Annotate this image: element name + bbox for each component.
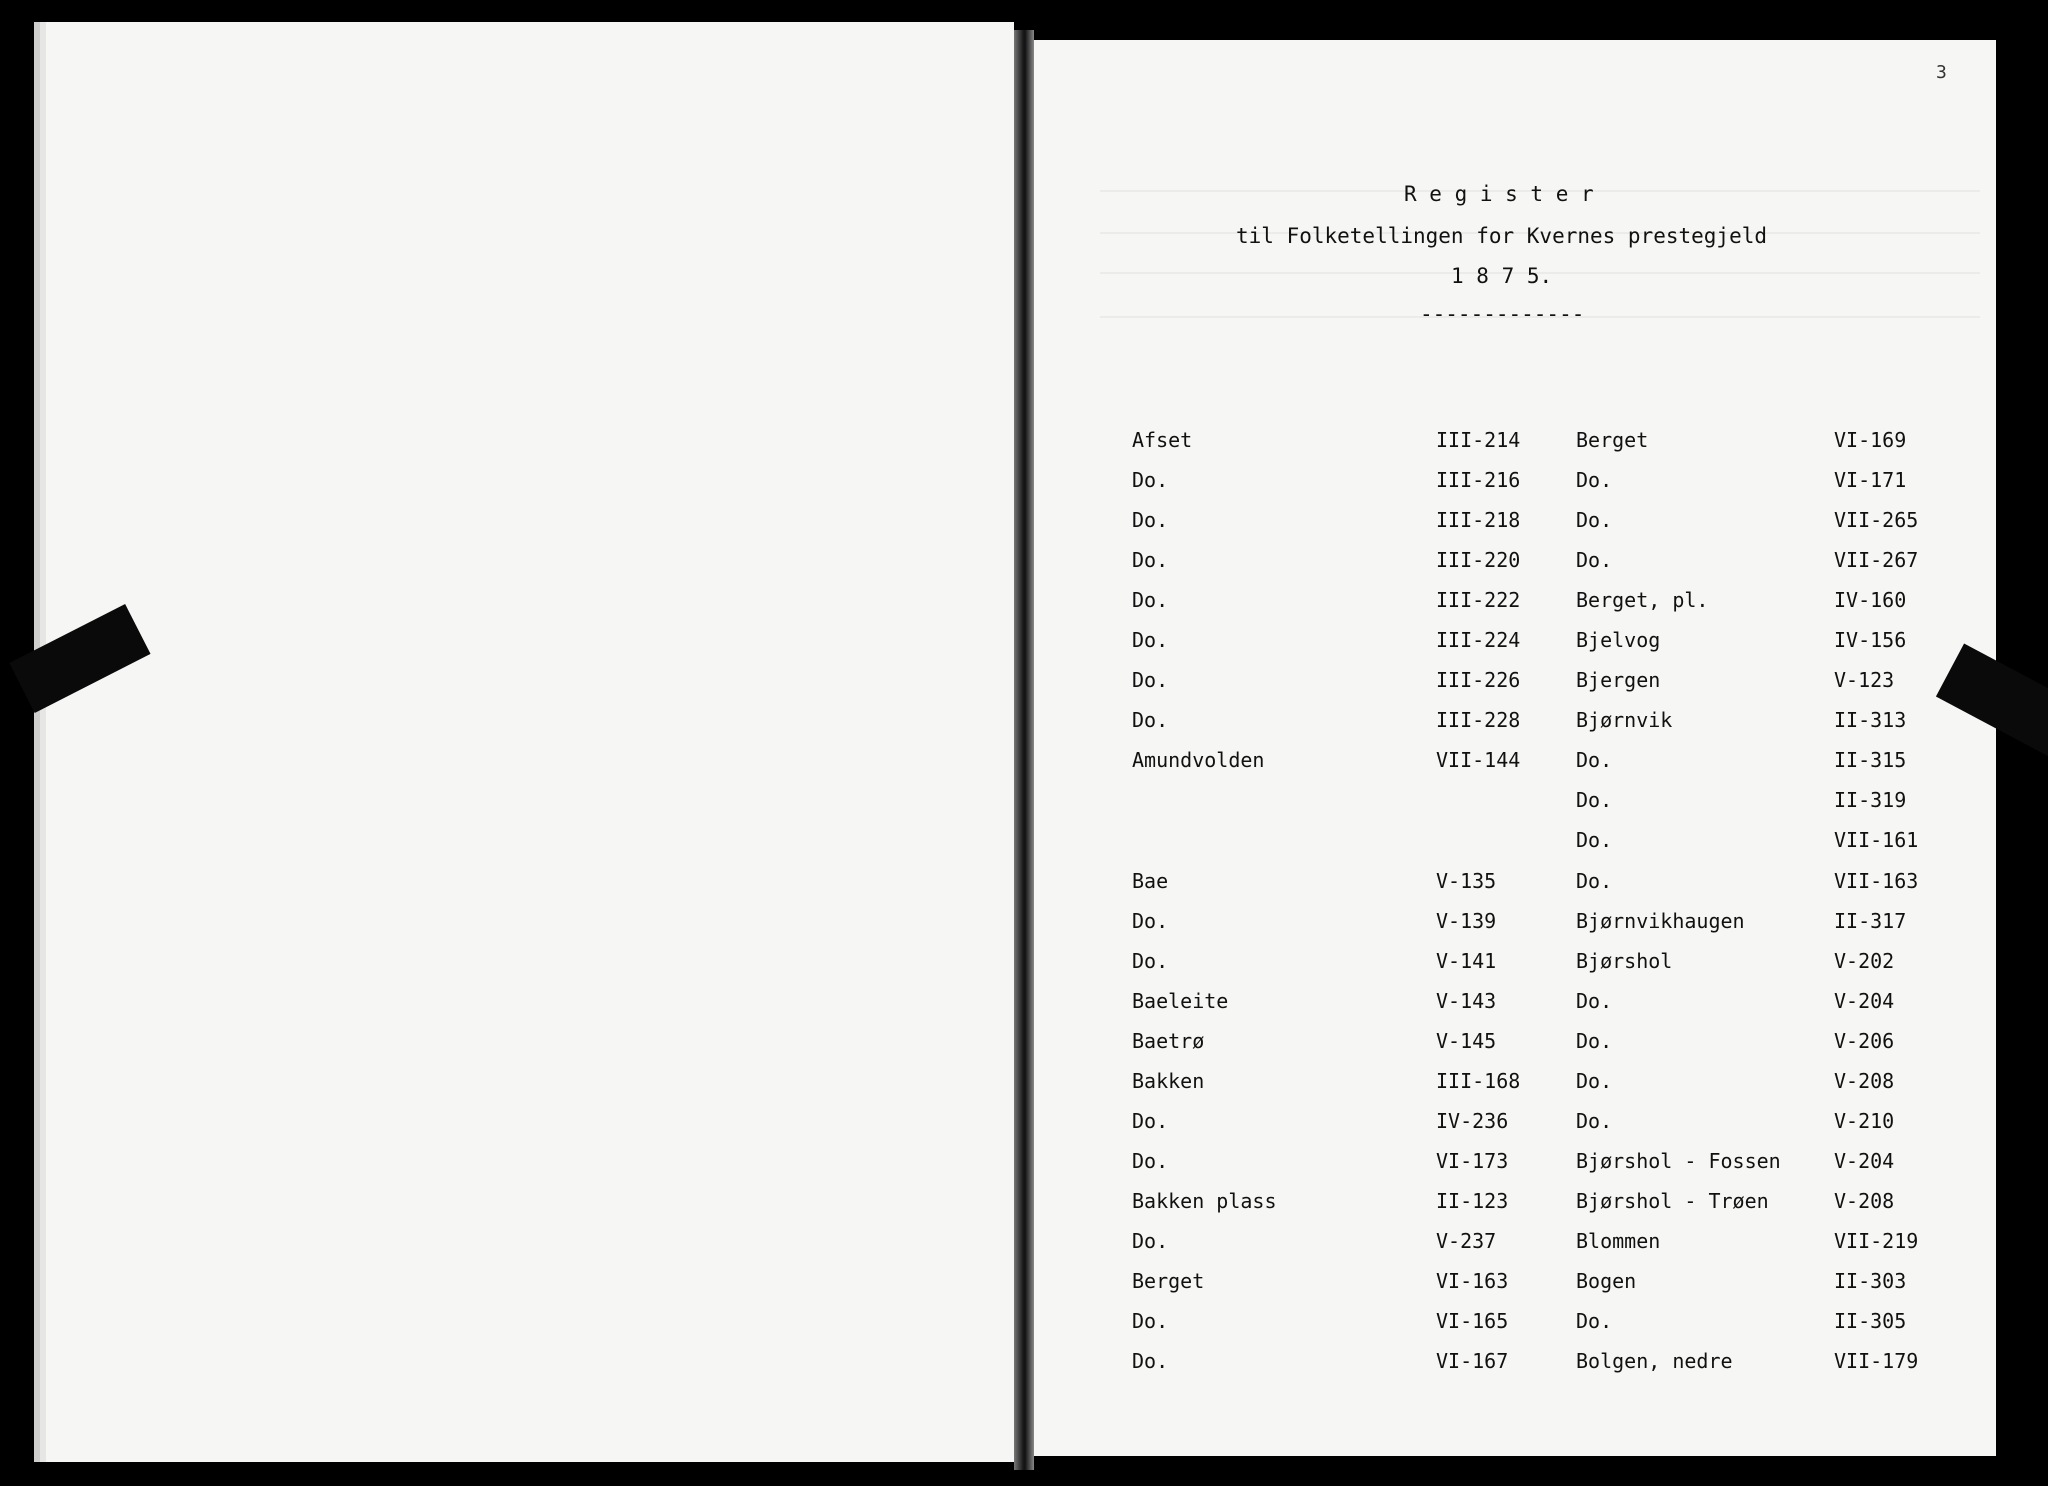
farm-name: Bjørnvik [1576,708,1673,733]
volume-page-reference: V-210 [1834,1108,1895,1133]
volume-page-reference: VI-167 [1436,1349,1509,1374]
volume-page-reference: V-204 [1834,1148,1895,1173]
farm-name: Do. [1132,1349,1169,1374]
volume-page-reference: III-224 [1436,628,1521,653]
farm-name: Do. [1576,868,1613,893]
title-underline: ------------- [1420,302,1585,326]
volume-page-reference: VII-161 [1834,828,1919,853]
register-title: R e g i s t e r [1404,182,1594,206]
volume-page-reference: V-145 [1436,1028,1497,1053]
volume-page-reference: II-315 [1834,748,1907,773]
farm-name: Do. [1576,1309,1613,1334]
farm-name: Do. [1132,1309,1169,1334]
farm-name: Do. [1576,548,1613,573]
register-subtitle: til Folketellingen for Kvernes prestegjeld [1236,224,1768,248]
farm-name: Bjørnvikhaugen [1576,908,1745,933]
farm-name: Do. [1132,548,1169,573]
left-page-blank [46,22,1014,1462]
farm-name: Bolgen, nedre [1576,1349,1733,1374]
volume-page-reference: III-216 [1436,468,1521,493]
farm-name: Bae [1132,868,1169,893]
farm-name: Baetrø [1132,1028,1205,1053]
volume-page-reference: V-206 [1834,1028,1895,1053]
farm-name: Do. [1132,1228,1169,1253]
volume-page-reference: V-139 [1436,908,1497,933]
farm-name: Berget, pl. [1576,588,1709,613]
volume-page-reference: II-305 [1834,1309,1907,1334]
volume-page-reference: III-222 [1436,588,1521,613]
volume-page-reference: VII-265 [1834,508,1919,533]
volume-page-reference: VI-171 [1834,468,1907,493]
farm-name: Do. [1576,1028,1613,1053]
volume-page-reference: III-228 [1436,708,1521,733]
farm-name: Do. [1132,508,1169,533]
farm-name: Do. [1576,508,1613,533]
volume-page-reference: VI-173 [1436,1148,1509,1173]
farm-name: Bogen [1576,1268,1637,1293]
farm-name: Do. [1576,828,1613,853]
farm-name: Do. [1132,708,1169,733]
farm-name: Berget [1576,428,1649,452]
book-spine [1014,30,1034,1470]
farm-name: Blommen [1576,1228,1661,1253]
volume-page-reference: V-123 [1834,668,1895,693]
volume-page-reference: II-313 [1834,708,1907,733]
volume-page-reference: IV-156 [1834,628,1907,653]
volume-page-reference: VII-144 [1436,748,1521,773]
farm-name: Do. [1132,668,1169,693]
volume-page-reference: VI-163 [1436,1268,1509,1293]
farm-name: Bjørshol [1576,948,1673,973]
volume-page-reference: V-237 [1436,1228,1497,1253]
volume-page-reference: IV-160 [1834,588,1907,613]
farm-name: Do. [1132,1108,1169,1133]
volume-page-reference: V-143 [1436,988,1497,1013]
farm-name: Bjørshol - Trøen [1576,1188,1769,1213]
volume-page-reference: VII-179 [1834,1349,1919,1374]
farm-name: Do. [1576,788,1613,813]
farm-name: Amundvolden [1132,748,1265,773]
census-year: 1 8 7 5. [1451,264,1553,288]
volume-page-reference: VII-219 [1834,1228,1919,1253]
farm-name: Do. [1576,748,1613,773]
volume-page-reference: V-202 [1834,948,1895,973]
volume-page-reference: V-204 [1834,988,1895,1013]
volume-page-reference: V-208 [1834,1188,1895,1213]
farm-name: Bakken [1132,1068,1205,1093]
volume-page-reference: V-208 [1834,1068,1895,1093]
volume-page-reference: VI-169 [1834,428,1907,452]
volume-page-reference: II-303 [1834,1268,1907,1293]
farm-name: Do. [1576,1108,1613,1133]
volume-page-reference: V-141 [1436,948,1497,973]
volume-page-reference: III-214 [1436,428,1521,452]
farm-name: Do. [1576,988,1613,1013]
farm-name: Do. [1132,948,1169,973]
volume-page-reference: III-220 [1436,548,1521,573]
volume-page-reference: II-317 [1834,908,1907,933]
farm-name: Do. [1576,1068,1613,1093]
farm-name: Bakken plass [1132,1188,1277,1213]
volume-page-reference: II-319 [1834,788,1907,813]
volume-page-reference: II-123 [1436,1188,1509,1213]
farm-name: Do. [1132,1148,1169,1173]
farm-name: Bjelvog [1576,628,1661,653]
farm-name: Bjergen [1576,668,1661,693]
farm-name: Bjørshol - Fossen [1576,1148,1781,1173]
volume-page-reference: IV-236 [1436,1108,1509,1133]
volume-page-reference: V-135 [1436,868,1497,893]
volume-page-reference: III-168 [1436,1068,1521,1093]
page-number: 3 [1936,62,1947,83]
volume-page-reference: III-226 [1436,668,1521,693]
volume-page-reference: III-218 [1436,508,1521,533]
farm-name: Do. [1132,628,1169,653]
farm-name: Berget [1132,1268,1205,1293]
farm-name: Do. [1132,908,1169,933]
farm-name: Do. [1132,588,1169,613]
farm-name: Do. [1132,468,1169,493]
volume-page-reference: VI-165 [1436,1309,1509,1334]
farm-name: Afset [1132,428,1193,452]
volume-page-reference: VII-163 [1834,868,1919,893]
farm-name: Baeleite [1132,988,1229,1013]
volume-page-reference: VII-267 [1834,548,1919,573]
farm-name: Do. [1576,468,1613,493]
